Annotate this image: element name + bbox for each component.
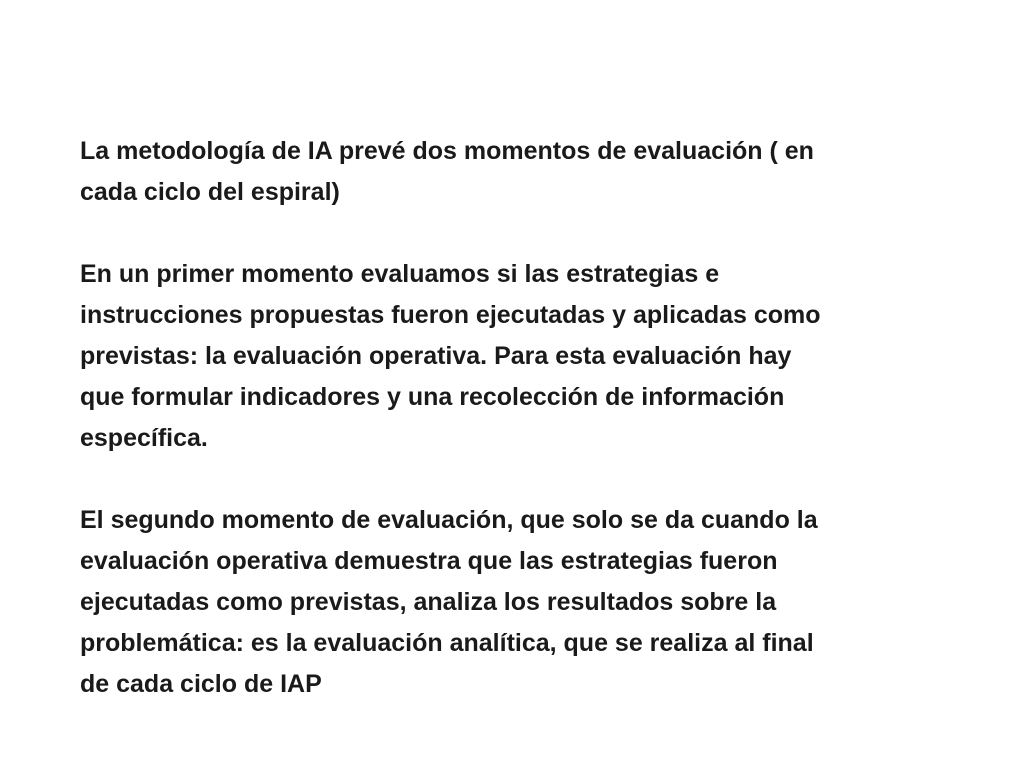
text-line: instrucciones propuestas fueron ejecutadas y aplicadas como	[80, 301, 821, 329]
paragraph-analytic-evaluation	[80, 500, 980, 705]
text-line: En un primer momento evaluamos si las estrategias e	[80, 260, 720, 288]
paragraph-spacer	[80, 213, 980, 254]
text-line: cada ciclo del espiral)	[80, 178, 340, 206]
text-line: evaluación operativa demuestra que las estrategias fueron	[80, 547, 778, 575]
paragraph-operative-evaluation	[80, 254, 980, 459]
text-line: de cada ciclo de IAP	[80, 670, 322, 698]
text-line: que formular indicadores y una recolección de información	[80, 383, 785, 411]
slide-body	[80, 131, 980, 705]
text-line: previstas: la evaluación operativa. Para esta evaluación hay	[80, 342, 792, 370]
text-line: El segundo momento de evaluación, que solo se da cuando la	[80, 506, 818, 534]
text-line: específica.	[80, 424, 208, 452]
text-line: ejecutadas como previstas, analiza los resultados sobre la	[80, 588, 777, 616]
paragraph-spacer	[80, 459, 980, 500]
paragraph-methodology-intro	[80, 131, 980, 213]
text-line: problemática: es la evaluación analítica, que se realiza al final	[80, 629, 814, 657]
text-line: La metodología de IA prevé dos momentos de evaluación ( en	[80, 137, 814, 165]
